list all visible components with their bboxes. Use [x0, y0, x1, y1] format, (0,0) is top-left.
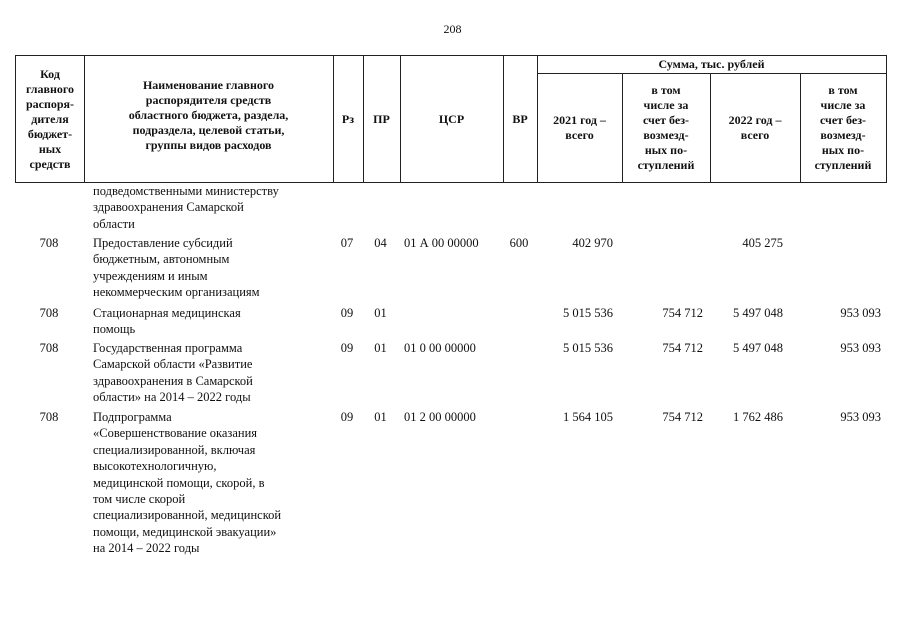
header-sum-group: Сумма, тыс. рублей	[658, 57, 765, 71]
row-2021-total: 402 970	[572, 236, 613, 250]
row-pr: 01	[374, 410, 387, 424]
header-vr: ВР	[512, 111, 528, 126]
row-2021-total: 1 564 105	[563, 410, 613, 424]
row-name: Государственная программа Самарской области «Развитие здравоохранения в Самарской области» на 2014 – 2022 годы	[93, 341, 253, 405]
header-2022-total: 2022 год – всего	[728, 112, 782, 142]
row-2022-total: 1 762 486	[733, 410, 783, 424]
row-code: 708	[39, 341, 59, 355]
row-code: 708	[39, 306, 59, 320]
header-name: Наименование главного распорядителя средств областного бюджета, раздела, подраздела, целевой статьи, группы видов расходов	[128, 78, 289, 152]
row-pr: 04	[374, 236, 387, 250]
row-csr: 01 2 00 00000	[404, 410, 476, 424]
row-name: Подпрограмма «Совершенствование оказания специализированной, включая высокотехнологичную, медицинской помощи, скорой, в том числе скорой специализированной, медицинской помощи, медицинской эвакуации» на 2014 – 2022 годы	[93, 410, 282, 556]
header-2021-total: 2021 год – всего	[553, 112, 606, 142]
row-rz: 07	[340, 236, 354, 250]
row-csr: 01 0 00 00000	[404, 341, 476, 355]
row-pr: 01	[374, 341, 387, 355]
header-csr: ЦСР	[438, 111, 465, 126]
table-header	[15, 55, 887, 183]
row-2022-total: 405 275	[742, 236, 783, 250]
row-code: 708	[39, 236, 59, 250]
row-rz: 09	[340, 410, 354, 424]
row-2022-grants: 953 093	[840, 341, 881, 355]
row-2021-total: 5 015 536	[563, 341, 613, 355]
row-code: 708	[39, 410, 59, 424]
row-2022-total: 5 497 048	[733, 341, 783, 355]
continuation-text: подведомственными министерству здравоохранения Самарской области	[93, 184, 279, 231]
header-code: Код главного распоря- дителя бюджет- ных средств	[25, 66, 75, 171]
row-rz: 09	[340, 306, 354, 320]
row-2021-grants: 754 712	[662, 410, 703, 424]
header-2021-grants: в том числе за счет без- возмезд- ных по- ступлений	[637, 82, 695, 172]
row-name: Предоставление субсидий бюджетным, автономным учреждениям и иным некоммерческим организациям	[93, 236, 260, 300]
row-rz: 09	[340, 341, 354, 355]
row-2022-total: 5 497 048	[733, 306, 783, 320]
row-pr: 01	[374, 306, 387, 320]
header-2022-grants: в том числе за счет без- возмезд- ных по- ступлений	[814, 82, 872, 172]
row-2021-total: 5 015 536	[563, 306, 613, 320]
header-rz: Рз	[341, 111, 355, 126]
row-csr: 01 А 00 00000	[404, 236, 479, 250]
row-name: Стационарная медицинская помощь	[93, 306, 241, 337]
row-2021-grants: 754 712	[662, 306, 703, 320]
row-2021-grants: 754 712	[662, 341, 703, 355]
row-2022-grants: 953 093	[840, 410, 881, 424]
page-number: 208	[443, 22, 462, 36]
row-2022-grants: 953 093	[840, 306, 881, 320]
header-pr: ПР	[373, 111, 390, 126]
row-vr: 600	[509, 236, 529, 250]
